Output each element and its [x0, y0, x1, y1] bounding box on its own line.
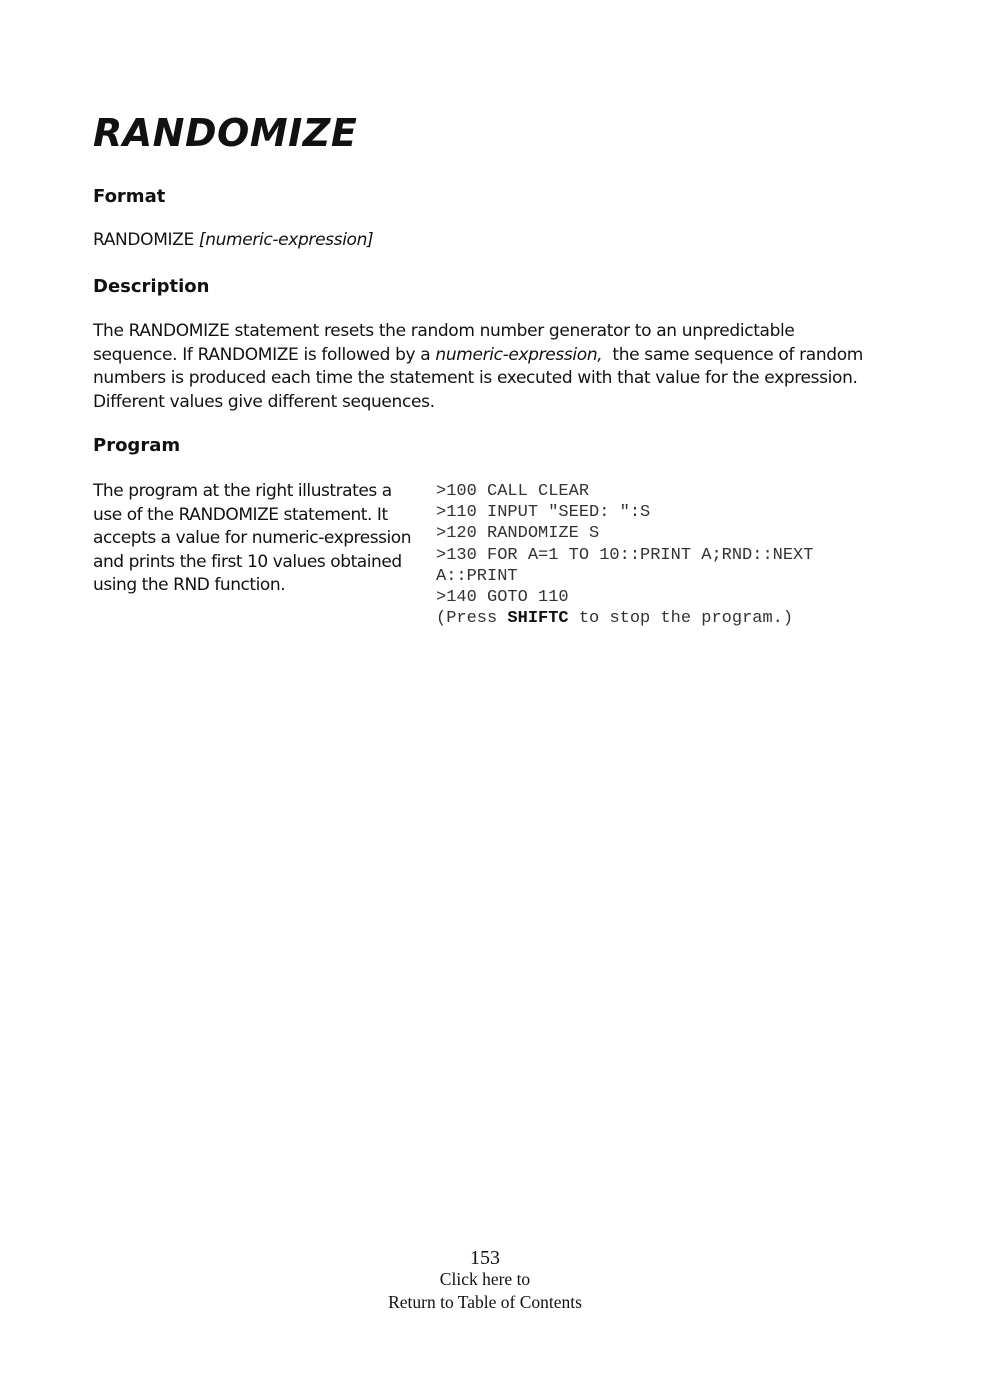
format-heading: Format — [93, 186, 166, 207]
code-note-key: SHIFTC — [507, 609, 569, 629]
page-number: 153 — [470, 1247, 500, 1269]
program-description: The program at the right illustrates a use of the RANDOMIZE statement. It accepts a value for numeric-expression and prints the first 10 values obtained using the RND function. — [93, 481, 412, 595]
description-heading: Description — [93, 276, 210, 297]
program-heading: Program — [93, 435, 181, 456]
format-argument: [numeric-expression] — [198, 230, 374, 250]
code-line: A::PRINT — [436, 566, 518, 586]
code-note — [436, 608, 813, 629]
page-title: RANDOMIZE — [93, 111, 358, 155]
description-part2: the same sequence of random numbers is produced each time the statement is executed with that value for the expression. Different values give different sequences. — [93, 344, 869, 412]
toc-link-line2[interactable]: Return to Table of Contents — [388, 1292, 582, 1312]
toc-link-line1[interactable]: Click here to — [439, 1269, 531, 1289]
code-note-prefix: (Press — [436, 609, 508, 629]
description-part1: The RANDOMIZE statement resets the random number generator to an unpredictable sequence. If RANDOMIZE is followed by a — [93, 321, 795, 365]
description-text — [93, 320, 869, 414]
format-syntax — [93, 229, 373, 253]
code-line: >100 CALL CLEAR — [436, 482, 590, 501]
code-line: >110 INPUT "SEED: ":S — [436, 503, 651, 523]
code-line: >140 GOTO 110 — [436, 588, 569, 608]
code-line: >130 FOR A=1 TO 10::PRINT A;RND::NEXT — [436, 545, 814, 565]
code-note-suffix: to stop the program.) — [568, 609, 794, 629]
table-of-contents-link[interactable] — [0, 1268, 970, 1314]
code-line: >120 RANDOMIZE S — [436, 524, 600, 544]
format-keyword: RANDOMIZE — [93, 230, 194, 250]
description-italic: numeric-expression, — [435, 344, 603, 365]
program-code — [436, 481, 813, 629]
